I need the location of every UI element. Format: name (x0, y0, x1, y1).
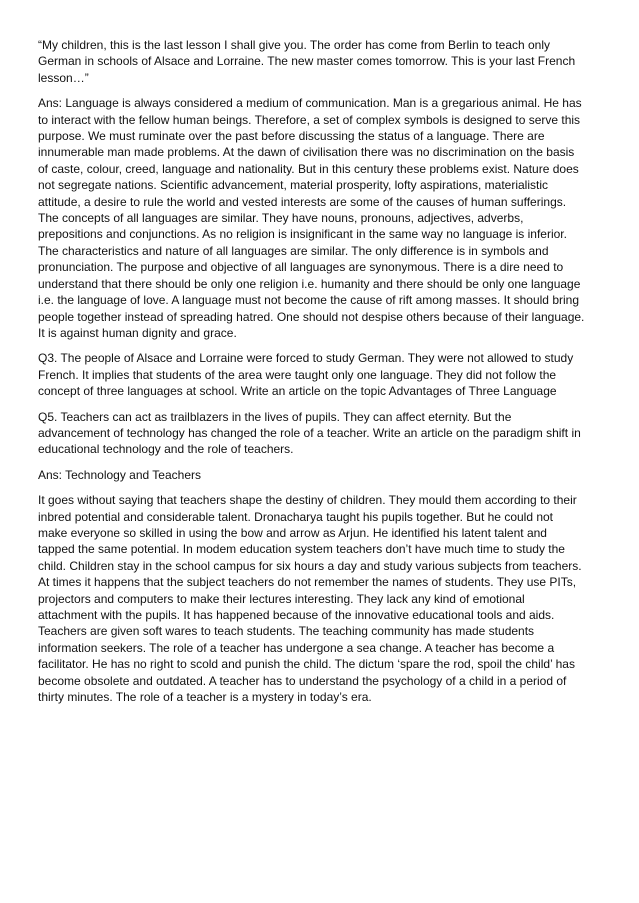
question-3-paragraph: Q3. The people of Alsace and Lorraine were forced to study German. They were not allowed to study French. It implies that students of the area were taught only one language. They did not follow the concept of three languages at school. Write an article on the topic Advantages of Three Language (38, 351, 574, 399)
technology-teachers-paragraph: It goes without saying that teachers shape the destiny of children. They mould them according to their inbred potential and considerable talent. Dronacharya taught his pupils together. But he could not make everyone so skilled in using the bow and arrow as Arjun. He identified his latent talent and tapped the same potential. In modem education system teachers don’t have much time to study the child. Children stay in the school campus for six hours a day and study various subjects from teachers. At times it happens that the subject teachers do not remember the names of students. They use PITs, projectors and computers to make their lectures interesting. They lack any kind of emotional attachment with the pupils. It has happened because of the innovative educational tools and aids. Teachers are given soft wares to teach students. The teaching community has made students information seekers. The role of a teacher has undergone a sea change. A teacher has become a facilitator. He has no right to scold and punish the child. The dictum ‘spare the rod, spoil the child’ has become obsolete and outdated. A teacher has to understand the psychology of a child in a period of thirty minutes. The role of a teacher is a mystery in today’s era. (38, 493, 582, 705)
answer-language-paragraph: Ans: Language is always considered a medium of communication. Man is a gregarious animal. He has to interact with the fellow human beings. Therefore, a set of complex symbols is designed to serve this purpose. We must ruminate over the past before discussing the status of a language. There are innumerable man made problems. At the dawn of civilisation there was no discrimination on the basis of caste, colour, creed, language and nationality. But in this century these problems exist. Nature does not segregate nations. Scientific advancement, material prosperity, lofty aspirations, materialistic attitude, a desire to rule the world and vested interests are some of the causes of human sufferings. The concepts of all languages are similar. They have nouns, pronouns, adjectives, adverbs, prepositions and conjunctions. As no religion is insignificant in the same way no language is inferior. The characteristics and nature of all languages are similar. The only difference is in symbols and pronunciation. The purpose and objective of all languages are synonymous. There is a dire need to understand that there should be only one religion i.e. humanity and there should be only one language i.e. the language of love. A language must not become the cause of rift among masses. It should bring people together instead of spreading hatred. One should not despise others because of their language. It is against human dignity and grace. (38, 96, 585, 340)
question-5-paragraph: Q5. Teachers can act as trailblazers in the lives of pupils. They can affect eternity. But the advancement of technology has changed the role of a teacher. Write an article on the paradigm shift in educational technology and the role of teachers. (38, 409, 581, 457)
answer-heading: Ans: Technology and Teachers (38, 467, 202, 482)
quote-paragraph: “My children, this is the last lesson I shall give you. The order has come from Berlin to teach only German in schools of Alsace and Lorraine. The new master comes tomorrow. This is your last French lesson…” (38, 38, 576, 85)
document-page (38, 37, 604, 714)
